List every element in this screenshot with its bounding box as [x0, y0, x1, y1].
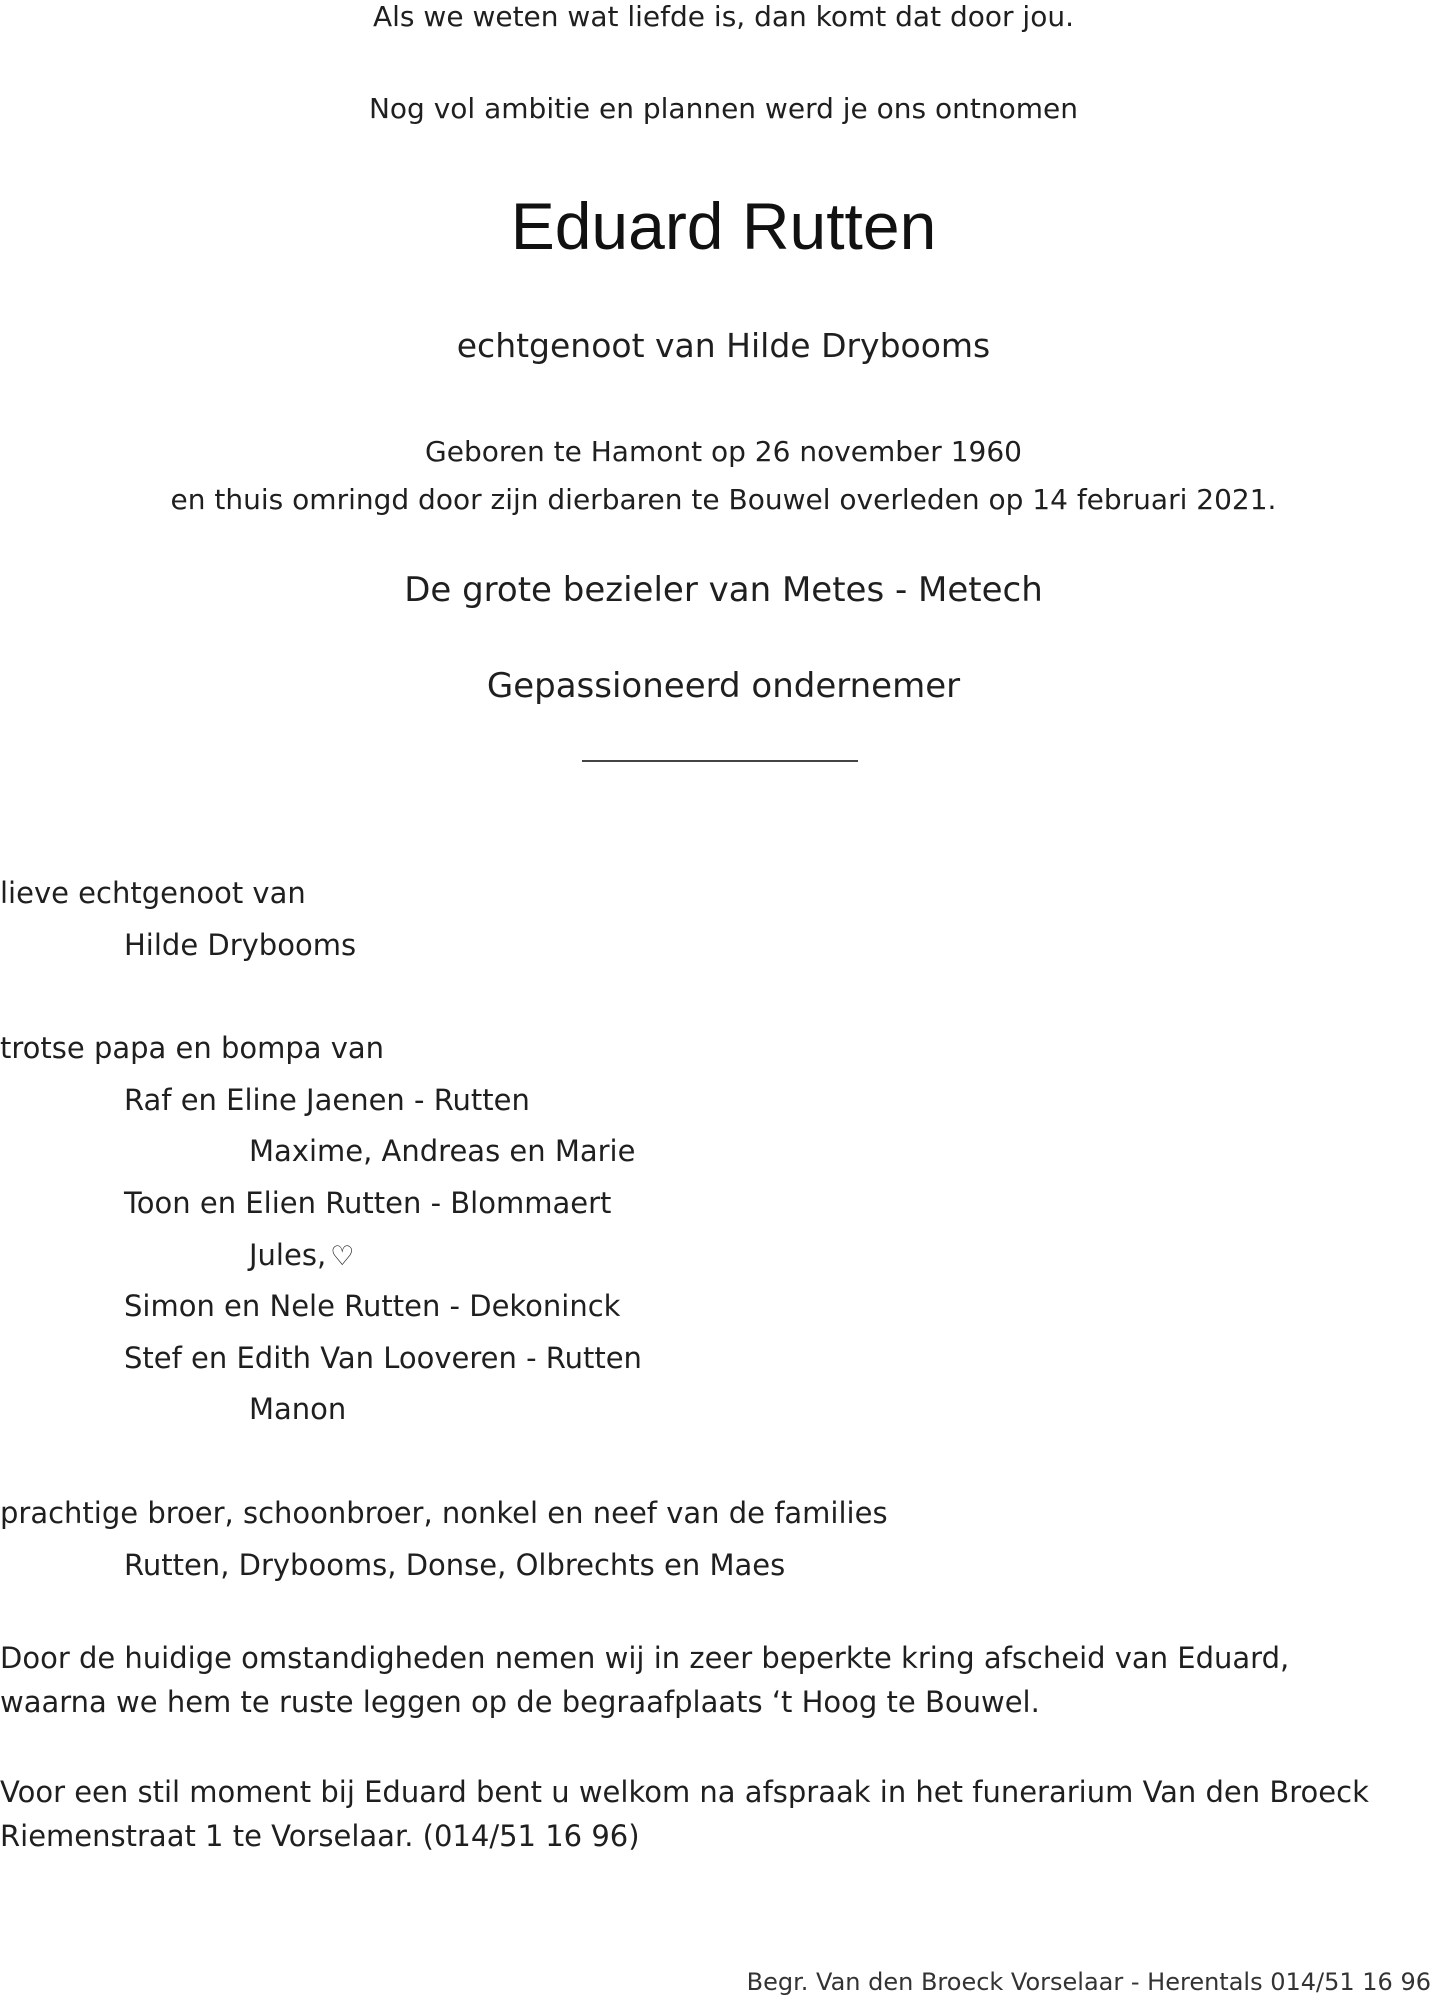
opening-quote: Als we weten wat liefde is, dan komt dat door jou.: [373, 0, 1074, 33]
spouse-heading: lieve echtgenoot van: [0, 876, 306, 910]
visit-line-1: Voor een stil moment bij Eduard bent u welkom na afspraak in het funerarium Van den Broeck: [0, 1775, 1369, 1809]
deceased-name: Eduard Rutten: [510, 189, 937, 263]
spouse-subtitle: echtgenoot van Hilde Drybooms: [456, 326, 991, 365]
relatives-names: Rutten, Drybooms, Donse, Olbrechts en Maes: [124, 1548, 786, 1582]
heart-icon: ♡: [330, 1241, 355, 1272]
entrepreneur-tagline: Gepassioneerd ondernemer: [486, 666, 961, 706]
company-tagline: De grote bezieler van Metes - Metech: [404, 570, 1043, 610]
spouse-name: Hilde Drybooms: [124, 928, 357, 962]
divider-line: [582, 760, 858, 762]
child-family-4: Stef en Edith Van Looveren - Rutten: [124, 1341, 642, 1375]
child-family-3: Simon en Nele Rutten - Dekoninck: [124, 1289, 621, 1323]
birth-line: Geboren te Hamont op 26 november 1960: [425, 435, 1022, 468]
child-family-1: Raf en Eline Jaenen - Rutten: [124, 1083, 530, 1117]
relatives-heading: prachtige broer, schoonbroer, nonkel en neef van de families: [0, 1496, 888, 1530]
child-family-2: Toon en Elien Rutten - Blommaert: [124, 1186, 612, 1220]
visit-line-2: Riemenstraat 1 te Vorselaar. (014/51 16 96): [0, 1819, 640, 1853]
death-line: en thuis omringd door zijn dierbaren te Bouwel overleden op 14 februari 2021.: [170, 483, 1277, 516]
farewell-line-1: Door de huidige omstandigheden nemen wij in zeer beperkte kring afscheid van Eduard,: [0, 1641, 1290, 1675]
grandchildren-1: Maxime, Andreas en Marie: [249, 1134, 636, 1168]
grandchildren-2: [249, 1238, 354, 1272]
grandchild-name: Jules,: [249, 1238, 327, 1272]
ambition-line: Nog vol ambitie en plannen werd je ons ontnomen: [368, 92, 1079, 125]
undertaker-footer: Begr. Van den Broeck Vorselaar - Herentals 014/51 16 96: [746, 1968, 1431, 1996]
grandchildren-4: Manon: [249, 1392, 347, 1426]
farewell-line-2: waarna we hem te ruste leggen op de begraafplaats ‘t Hoog te Bouwel.: [0, 1685, 1040, 1719]
children-heading: trotse papa en bompa van: [0, 1031, 385, 1065]
